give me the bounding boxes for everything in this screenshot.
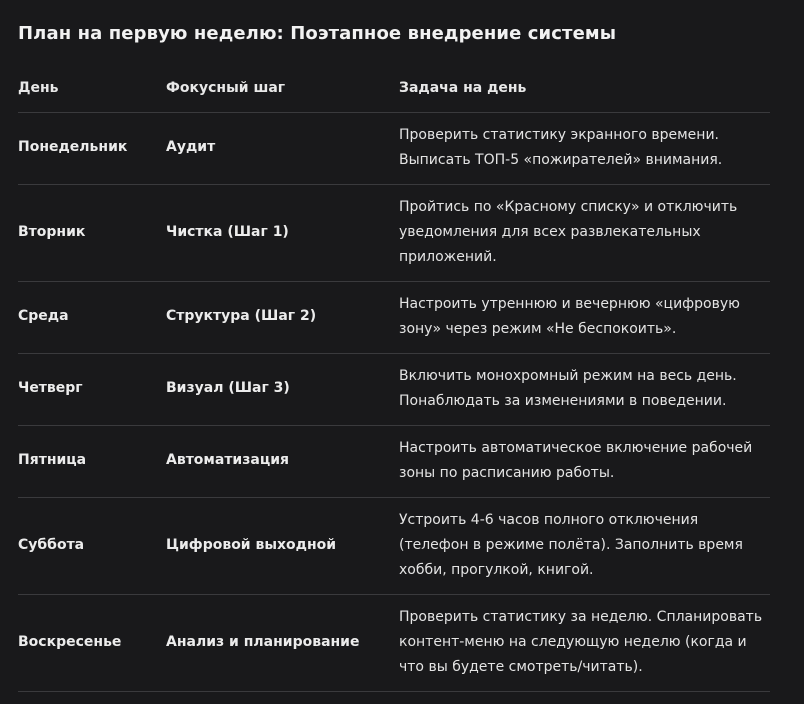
table-row [18,497,770,594]
focus-step-cell: Чистка (Шаг 1) [166,184,399,281]
task-cell: Настроить автоматическое включение рабочей зоны по расписанию работы. [399,425,770,497]
task-cell: Настроить утреннюю и вечернюю «цифровую зону» через режим «Не беспокоить». [399,281,770,353]
focus-step-cell: Аудит [166,112,399,184]
day-cell: Понедельник [18,112,166,184]
table-row [18,353,770,425]
focus-step-cell: Цифровой выходной [166,497,399,594]
table-row [18,184,770,281]
weekly-plan-table [18,67,770,692]
task-cell: Пройтись по «Красному списку» и отключить уведомления для всех развлекательных приложений. [399,184,770,281]
table-row [18,112,770,184]
column-header-focus-step: Фокусный шаг [166,67,399,112]
day-cell: Пятница [18,425,166,497]
table-row [18,425,770,497]
focus-step-cell: Визуал (Шаг 3) [166,353,399,425]
table-row [18,281,770,353]
day-cell: Воскресенье [18,594,166,691]
task-cell: Проверить статистику за неделю. Спланировать контент-меню на следующую неделю (когда и что вы будете смотреть/читать). [399,594,770,691]
day-cell: Вторник [18,184,166,281]
focus-step-cell: Структура (Шаг 2) [166,281,399,353]
day-cell: Среда [18,281,166,353]
day-cell: Четверг [18,353,166,425]
table-header-row [18,67,770,112]
focus-step-cell: Анализ и планирование [166,594,399,691]
column-header-day: День [18,67,166,112]
task-cell: Устроить 4-6 часов полного отключения (телефон в режиме полёта). Заполнить время хобби, прогулкой, книгой. [399,497,770,594]
day-cell: Суббота [18,497,166,594]
focus-step-cell: Автоматизация [166,425,399,497]
table-row [18,594,770,691]
column-header-daily-task: Задача на день [399,67,770,112]
task-cell: Проверить статистику экранного времени. Выписать ТОП-5 «пожирателей» внимания. [399,112,770,184]
page-title: План на первую неделю: Поэтапное внедрение системы [18,23,617,44]
task-cell: Включить монохромный режим на весь день. Понаблюдать за изменениями в поведении. [399,353,770,425]
